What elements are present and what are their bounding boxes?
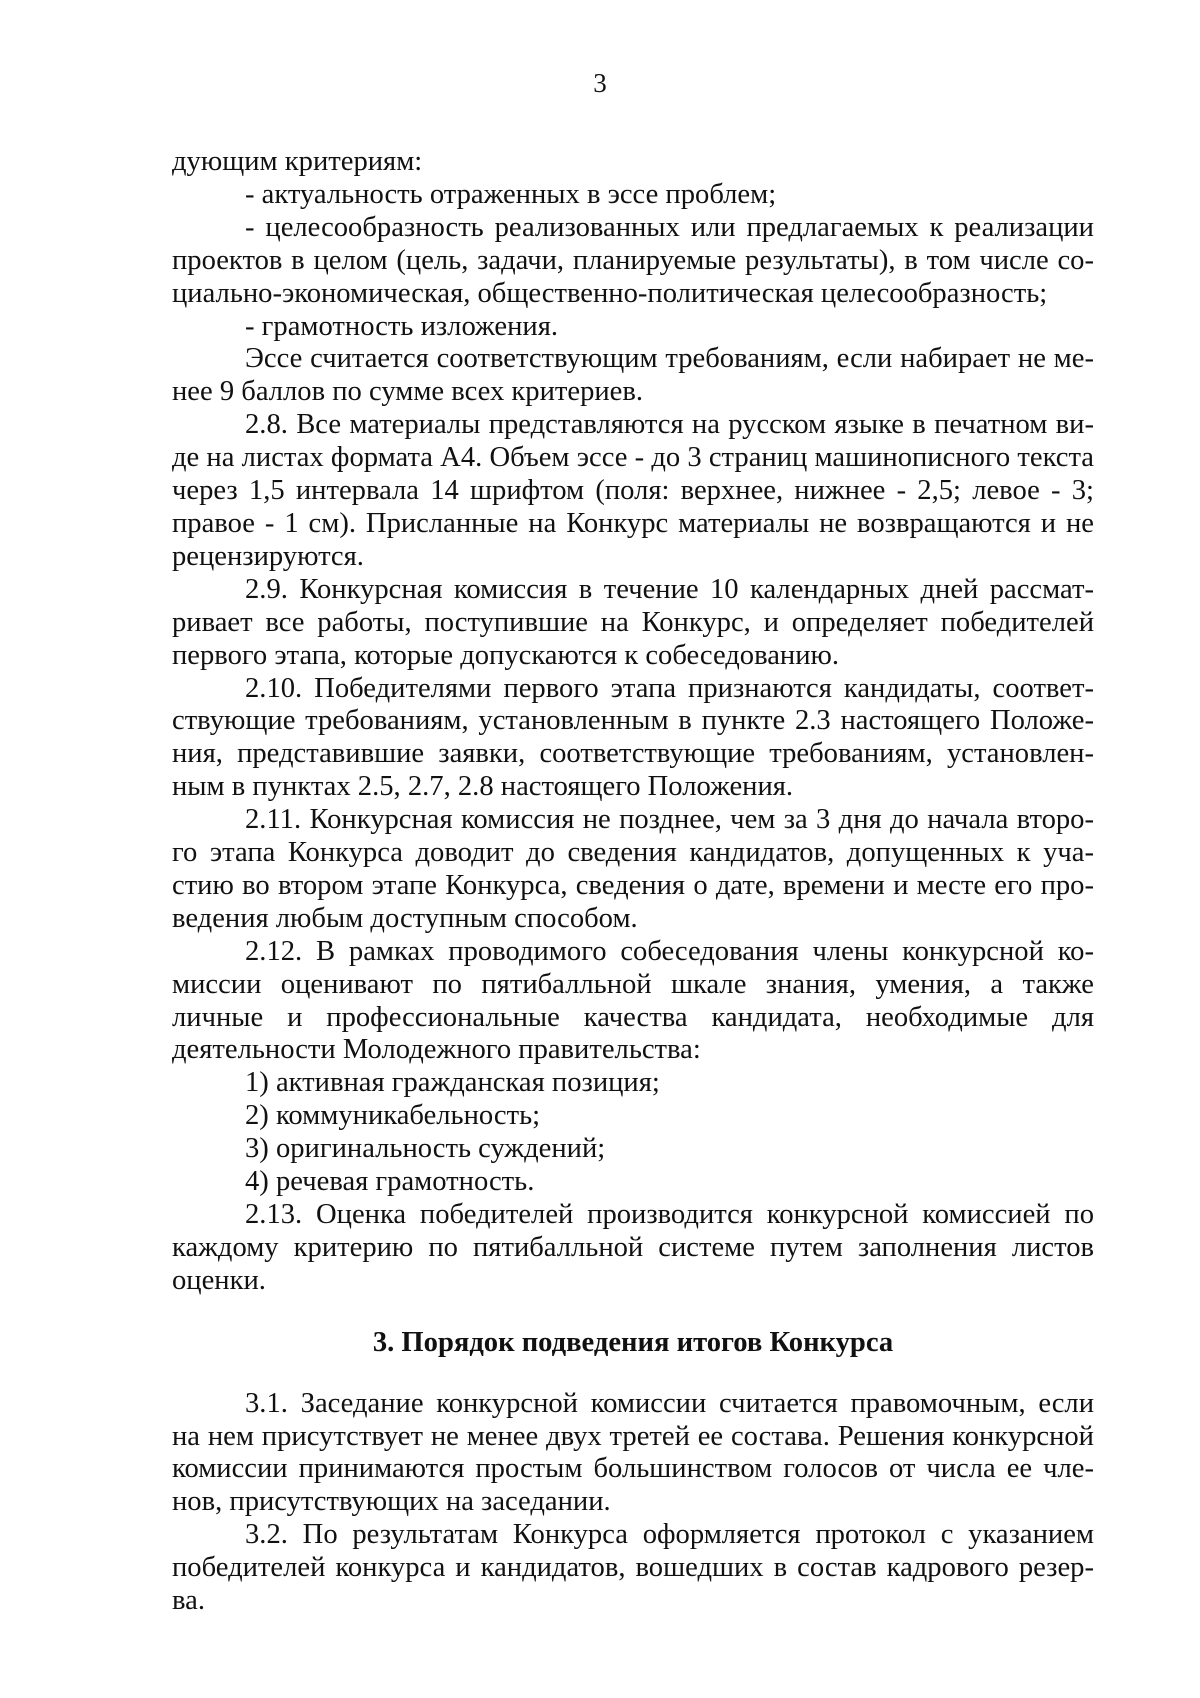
- clause-2-11: 2.11. Конкурсная комиссия не позднее, чем за 3 дня до начала второго этапа Конкурса доводит до сведения кандидатов, допущенных к участию во втором этапе Конкурса, сведения о дате, времени и месте его проведения любым доступным способом.: [172, 804, 1094, 934]
- criterion-item: - актуальность отраженных в эссе проблем;: [245, 178, 777, 210]
- clause-3-2: 3.2. По результатам Конкурса оформляется протокол с указанием победителей конкурса и кандидатов, вошедших в состав кадрового резерва.: [172, 1519, 1094, 1617]
- clause-3-1: 3.1. Заседание конкурсной комиссии считается правомочным, если на нем присутствует не менее двух третей ее состава. Решения конкурсной комиссии принимаются простым большинством голосов от числа ее членов, присутствующих на заседании.: [172, 1387, 1094, 1518]
- clause-2-8: 2.8. Все материалы представляются на русском языке в печатном виде на листах формата А4. Объем эссе - до 3 страниц машинописного текста через 1,5 интервала 14 шрифтом (поля: верхнее, нижнее - 2,5; левое - 3; правое - 1 см). Присланные на Конкурс материалы не возвращаются и не рецензируются.: [172, 409, 1094, 572]
- clause-2-12: 2.12. В рамках проводимого собеседования члены конкурсной комиссии оценивают по пятибалльной шкале знания, умения, а также личные и профессиональные качества кандидата, необходимые для деятельности Молодежного правительства:: [172, 935, 1094, 1066]
- list-item: 2) коммуникабельность;: [245, 1100, 541, 1132]
- section-heading: 3. Порядок подведения итогов Конкурса: [372, 1326, 894, 1358]
- list-item: 4) речевая грамотность.: [245, 1166, 535, 1198]
- document-body: [172, 146, 1094, 1618]
- clause-2-9: 2.9. Конкурсная комиссия в течение 10 календарных дней рассматривает все работы, поступившие на Конкурс, и определяет победителей первого этапа, которые допускаются к собеседованию.: [172, 573, 1094, 671]
- criterion-item: - целесообразность реализованных или предлагаемых к реализации проектов в целом (цель, задачи, планируемые результаты), в том числе социально-экономическая, общественно-политическая целесообразность;: [172, 211, 1094, 309]
- clause-2-10: 2.10. Победителями первого этапа признаются кандидаты, соответствующие требованиям, установленным в пункте 2.3 настоящего Положения, представившие заявки, соответствующие требованиям, установленным в пунктах 2.5, 2.7, 2.8 настоящего Положения.: [172, 672, 1094, 803]
- paragraph-continuation: дующим критериям:: [172, 146, 423, 177]
- clause-2-13: 2.13. Оценка победителей производится конкурсной комиссией по каждому критерию по пятибалльной системе путем заполнения листов оценки.: [172, 1199, 1094, 1296]
- list-item: 3) оригинальность суждений;: [245, 1133, 606, 1165]
- list-item: 1) активная гражданская позиция;: [245, 1067, 660, 1099]
- paragraph: Эссе считается соответствующим требованиям, если набирает не менее 9 баллов по сумме всех критериев.: [172, 343, 1094, 408]
- page-number: 3: [593, 68, 607, 98]
- criterion-item: - грамотность изложения.: [245, 310, 559, 342]
